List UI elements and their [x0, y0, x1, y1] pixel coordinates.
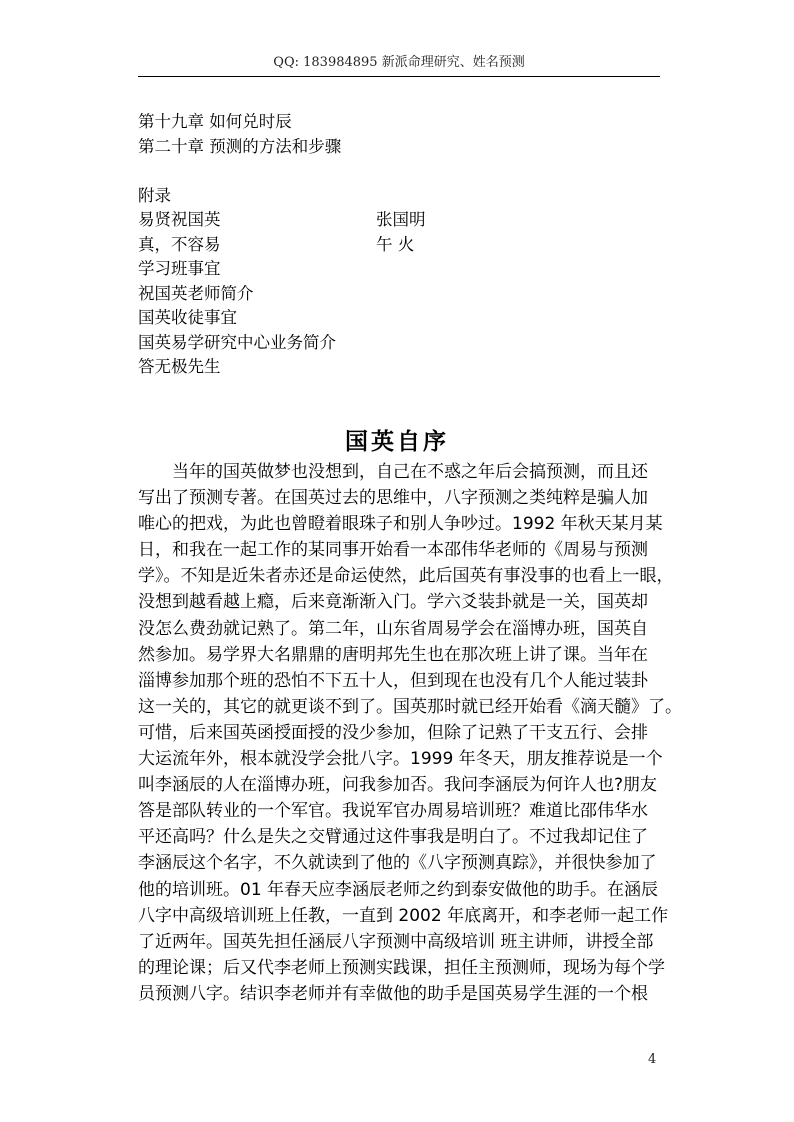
body-line: 大运流年外，根本就没学会批八字。1999 年冬天，朋友推荐说是一个 [138, 749, 663, 770]
appendix-entry-title: 易贤祝国英 [138, 210, 221, 229]
body-line: 淄博参加那个班的恐怕不下五十人，但到现在也没有几个人能过装卦 [138, 670, 648, 691]
body-line: 他的培训班。01 年春天应李涵辰老师之约到泰安做他的助手。在涵辰 [138, 879, 659, 900]
appendix-item: 国英易学研究中心业务简介 [138, 332, 336, 352]
body-line: 了近两年。国英先担任涵辰八字预测中高级培训 班主讲师，讲授全部 [138, 931, 654, 952]
appendix-entry-author: 午 火 [376, 234, 415, 254]
section-title: 国英自序 [345, 429, 449, 455]
body-line: 八字中高级培训班上任教，一直到 2002 年底离开，和李老师一起工作 [138, 905, 669, 926]
preface-body [138, 459, 686, 1007]
body-line: 的理论课；后又代李老师上预测实践课，担任主预测师，现场为每个学 [138, 957, 665, 978]
body-line: 当年的国英做梦也没想到，自己在不惑之年后会搞预测，而且还 [138, 462, 648, 482]
body-line: 可惜，后来国英函授面授的没少参加，但除了记熟了干支五行、会排 [138, 722, 648, 743]
appendix-item: 国英收徒事宜 [138, 308, 237, 327]
body-line: 日，和我在一起工作的某同事开始看一本邵伟华老师的《周易与预测 [138, 540, 648, 561]
body-line: 员预测八字。结识李老师并有幸做他的助手是国英易学生涯的一个根 [138, 983, 648, 1004]
page-header: QQ: 183984895 新派命理研究、姓名预测 [273, 55, 525, 70]
table-of-contents [138, 110, 658, 380]
toc-spacer [138, 159, 658, 184]
appendix-label: 附录 [138, 185, 171, 205]
body-line: 平还高吗？什么是失之交臂通过这件事我是明白了。不过我却记住了 [138, 827, 648, 848]
body-line: 然参加。易学界大名鼎鼎的唐明邦先生也在那次班上讲了课。当年在 [138, 644, 648, 665]
toc-chapter-19: 第十九章 如何兑时辰 [138, 112, 292, 131]
header-rule [138, 76, 660, 77]
appendix-item: 学习班事宜 [138, 259, 221, 278]
body-line: 没想到越看越上瘾，后来竟渐渐入门。学六爻装卦就是一关，国英却 [138, 592, 648, 613]
appendix-item: 答无极先生 [138, 357, 221, 376]
body-line: 唯心的把戏，为此也曾瞪着眼珠子和别人争吵过。1992 年秋天某月某 [138, 514, 663, 535]
body-line: 写出了预测专著。在国英过去的思维中，八字预测之类纯粹是骗人加 [138, 488, 648, 509]
body-line: 李涵辰这个名字，不久就读到了他的《八字预测真踪》，并很快参加了 [138, 853, 657, 874]
appendix-entry-author: 张国明 [376, 210, 426, 229]
appendix-entry [138, 208, 658, 233]
appendix-item: 祝国英老师简介 [138, 283, 254, 303]
body-line: 学》。不知是近朱者赤还是命运使然，此后国英有事没事的也看上一眼， [138, 566, 674, 587]
appendix-entry-title: 真，不容易 [138, 234, 221, 254]
body-line: 叫李涵辰的人在淄博办班，问我参加否。我问李涵辰为何许人也?朋友 [138, 775, 658, 796]
appendix-entry [138, 233, 658, 258]
body-line: 答是部队转业的一个军官。我说军官办周易培训班？难道比邵伟华水 [138, 801, 648, 822]
toc-chapter-20: 第二十章 预测的方法和步骤 [138, 136, 342, 156]
page-number: 4 [648, 1052, 657, 1067]
body-line: 这一关的，其它的就更谈不到了。国英那时就已经开始看《滴天髓》了。 [138, 696, 682, 717]
body-line: 没怎么费劲就记熟了。第二年，山东省周易学会在淄博办班，国英自 [138, 618, 648, 639]
